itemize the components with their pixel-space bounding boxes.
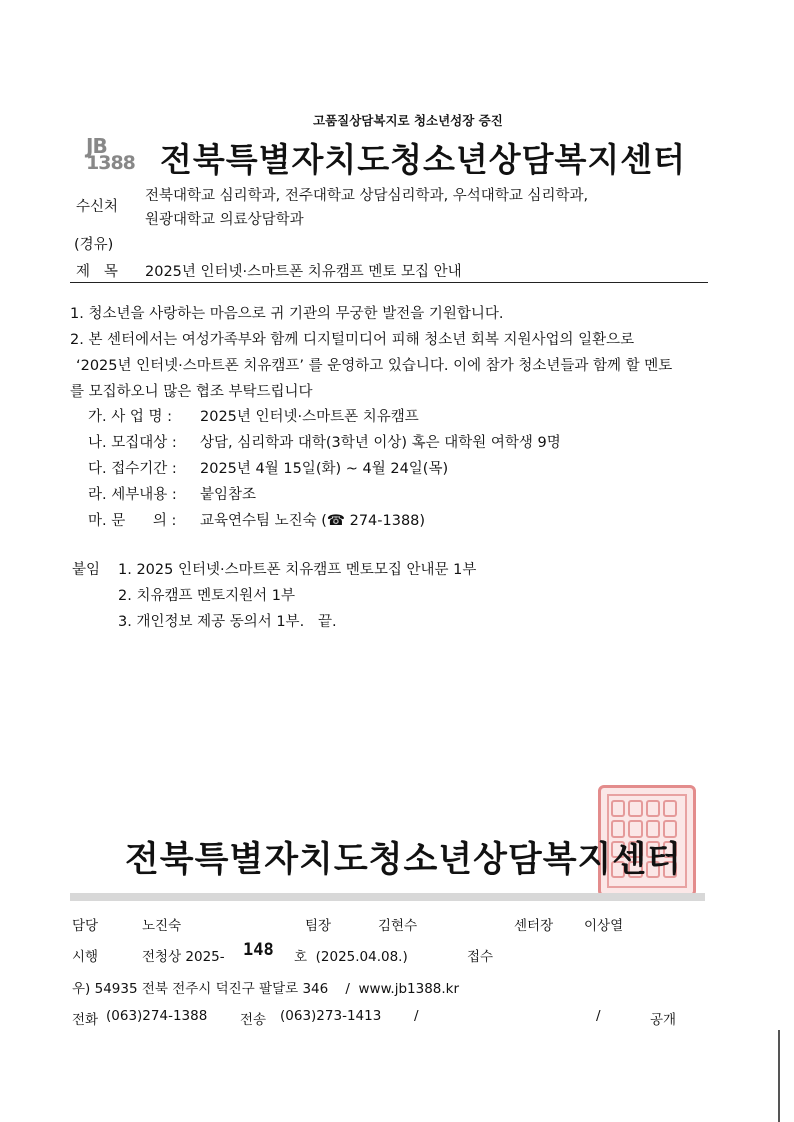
director-name: 이상열 xyxy=(584,918,624,934)
item-value-5: 교육연수팀 노진숙 (☎ 274-1388) xyxy=(200,513,426,529)
sender-name: 전북특별자치도청소년상담복지센터 xyxy=(125,840,682,880)
paragraph-2-line-1: 2. 본 센터에서는 여성가족부와 함께 디지털미디어 피해 청소년 회복 지원사업의 일환으로 xyxy=(70,332,635,348)
item-value-2: 상담, 심리학과 대학(3학년 이상) 혹은 대학원 여학생 9명 xyxy=(200,435,561,451)
item-label-1: 가. 사 업 명 : xyxy=(88,409,172,425)
director-label: 센터장 xyxy=(514,918,554,934)
receipt-label: 접수 xyxy=(467,949,494,965)
item-label-3: 다. 접수기간 : xyxy=(88,461,177,477)
enforce-number: 148 xyxy=(243,940,274,960)
slogan: 고품질상담복지로 청소년성장 증진 xyxy=(313,113,503,128)
public-status: 공개 xyxy=(650,1012,677,1028)
paragraph-2-line-2: ‘2025년 인터넷·스마트폰 치유캠프’ 를 운영하고 있습니다. 이에 참가 청소년들과 함께 할 멘토 xyxy=(76,358,673,374)
header-divider xyxy=(70,282,708,283)
paragraph-1: 1. 청소년을 사랑하는 마음으로 귀 기관의 무궁한 발전을 기원합니다. xyxy=(70,306,504,322)
team-leader-label: 팀장 xyxy=(305,918,332,934)
recipient-line-1: 전북대학교 심리학과, 전주대학교 상담심리학과, 우석대학교 심리학과, xyxy=(145,188,589,204)
item-value-4: 붙임참조 xyxy=(200,487,257,503)
logo-top-text: JB xyxy=(86,134,107,158)
attachment-label: 붙임 xyxy=(72,562,101,578)
subject-label: 제 목 xyxy=(76,264,118,280)
charge-label: 담당 xyxy=(72,918,99,934)
attachment-item-2: 2. 치유캠프 멘토지원서 1부 xyxy=(118,588,295,604)
slash-2: / xyxy=(596,1008,601,1024)
recipient-line-2: 원광대학교 의료상담학과 xyxy=(145,212,304,228)
logo-bottom-text: 1388 xyxy=(86,152,135,174)
enforce-suffix: 호 (2025.04.08.) xyxy=(294,949,408,965)
recipient-label: 수신처 xyxy=(76,199,119,215)
address-line: 우) 54935 전북 전주시 덕진구 팔달로 346 / www.jb1388.kr xyxy=(72,981,460,997)
fax-label: 전송 xyxy=(240,1012,267,1028)
footer-divider-bar xyxy=(70,893,705,901)
item-label-2: 나. 모집대상 : xyxy=(88,435,177,451)
item-label-4: 라. 세부내용 : xyxy=(88,487,177,503)
enforce-label: 시행 xyxy=(72,949,99,965)
paragraph-2-line-3: 를 모집하오니 많은 협조 부탁드립니다 xyxy=(70,384,313,400)
scan-edge-line xyxy=(778,1030,780,1122)
subject-text: 2025년 인터넷·스마트폰 치유캠프 멘토 모집 안내 xyxy=(145,264,462,280)
item-label-5: 마. 문 의 : xyxy=(88,513,177,529)
charge-name: 노진숙 xyxy=(142,918,182,934)
phone-number: (063)274-1388 xyxy=(106,1008,208,1024)
attachment-item-3: 3. 개인정보 제공 동의서 1부. 끝. xyxy=(118,614,337,630)
attachment-item-1: 1. 2025 인터넷·스마트폰 치유캠프 멘토모집 안내문 1부 xyxy=(118,562,477,578)
item-value-1: 2025년 인터넷·스마트폰 치유캠프 xyxy=(200,409,419,425)
phone-label: 전화 xyxy=(72,1012,99,1028)
team-leader-name: 김현수 xyxy=(378,918,418,934)
org-title: 전북특별자치도청소년상담복지센터 xyxy=(160,140,687,179)
via-label: (경유) xyxy=(74,237,114,253)
enforce-prefix: 전청상 2025- xyxy=(142,949,225,965)
item-value-3: 2025년 4월 15일(화) ~ 4월 24일(목) xyxy=(200,461,449,477)
jb1388-logo xyxy=(86,134,142,174)
slash-1: / xyxy=(414,1008,419,1024)
fax-number: (063)273-1413 xyxy=(280,1008,382,1024)
